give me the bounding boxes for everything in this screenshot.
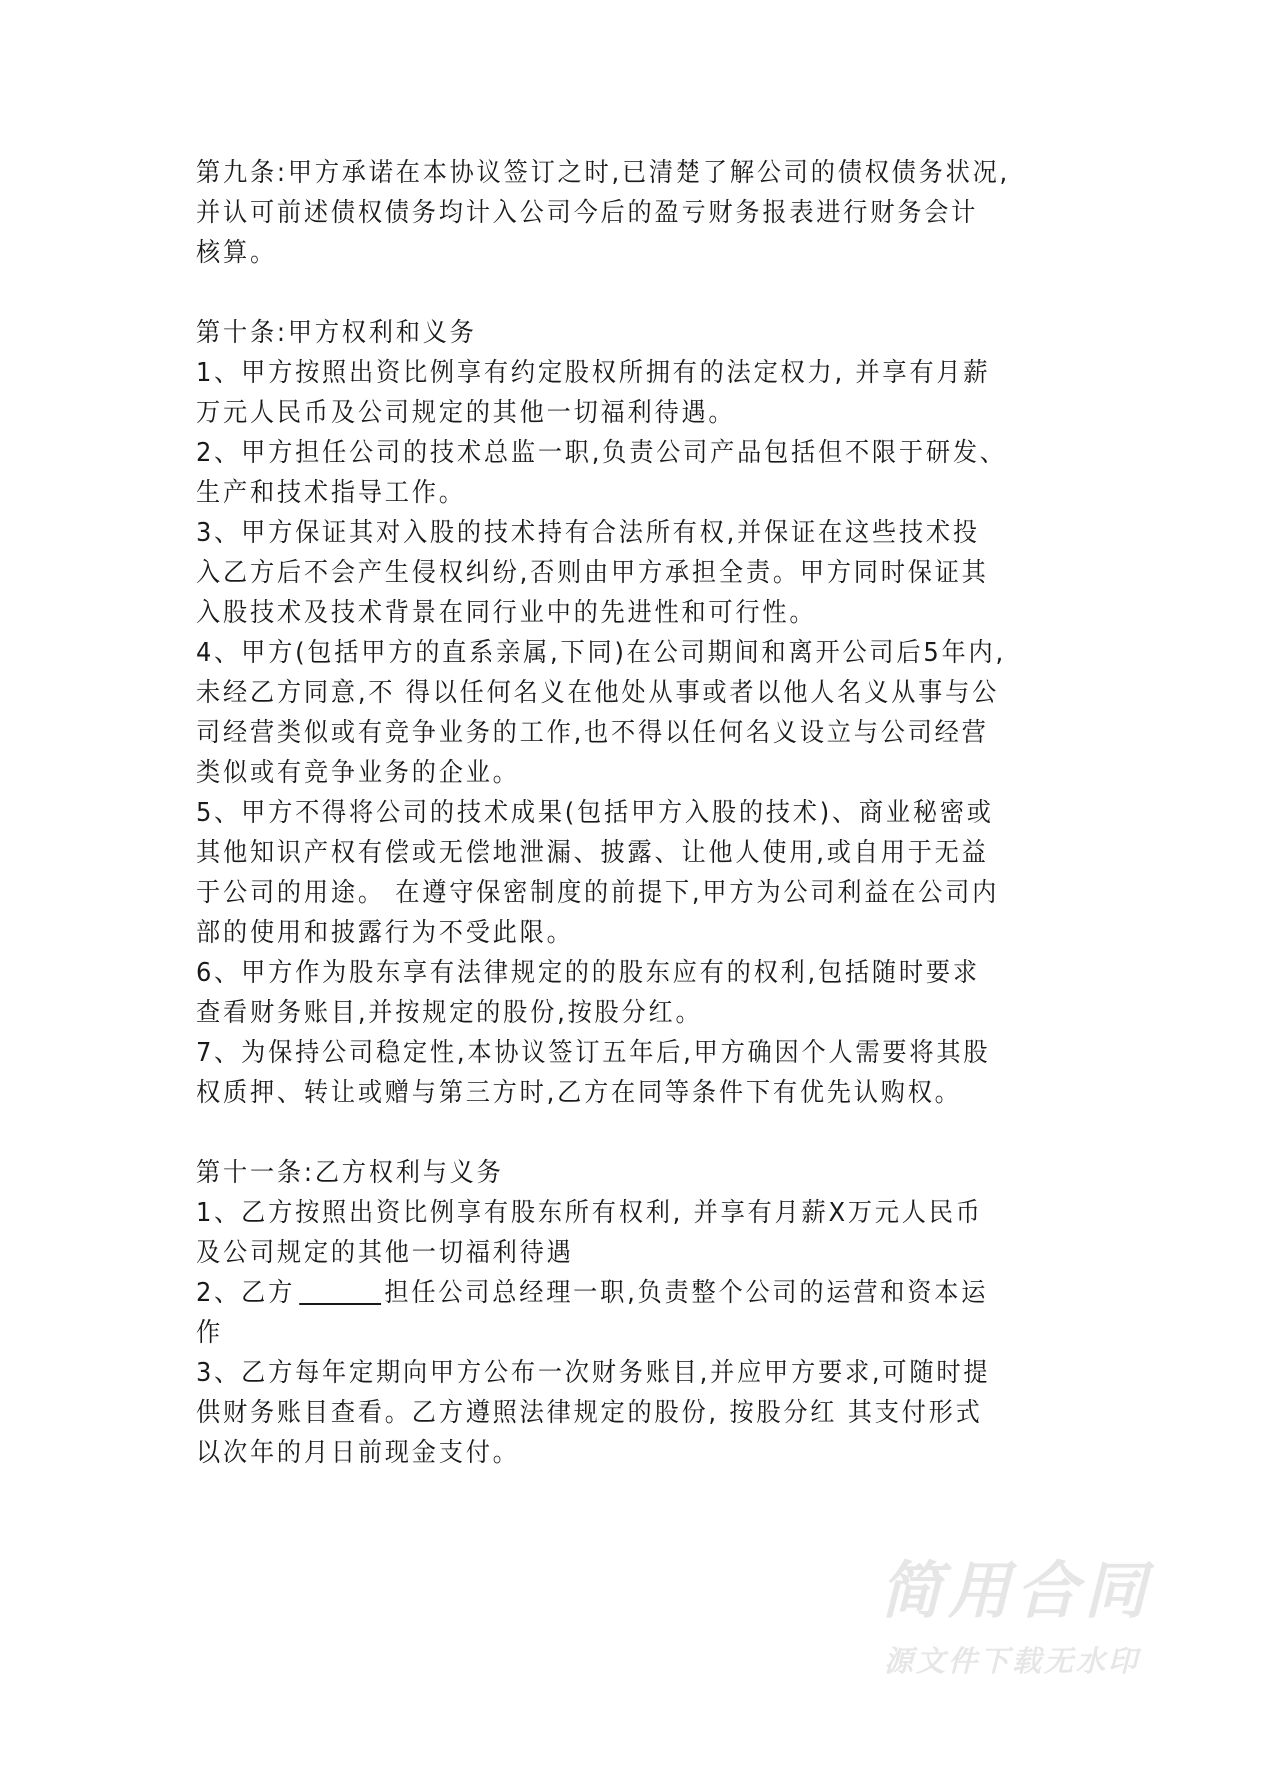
paragraph-gap [196, 1113, 1126, 1153]
watermark-tagline: 源文件下载无水印 [884, 1644, 1141, 1678]
article-10-line: 2、甲方担任公司的技术总监一职,负责公司产品包括但不限于研发、 [196, 438, 1007, 468]
article-11-line: 供财务账目查看。乙方遵照法律规定的股份, 按股分红 其支付形式 [196, 1398, 983, 1428]
article-11-line: 1、乙方按照出资比例享有股东所有权利, 并享有月薪X万元人民币 [196, 1198, 983, 1228]
article-11-line: 作 [196, 1318, 223, 1348]
article-11-line: 以次年的月日前现金支付。 [196, 1438, 520, 1468]
document-body [196, 153, 1126, 1473]
article-11-line: 及公司规定的其他一切福利待遇 [196, 1238, 574, 1268]
article-10 [196, 313, 1126, 1113]
article-10-line: 1、甲方按照出资比例享有约定股权所拥有的法定权力, 并享有月薪 [196, 358, 991, 388]
article-11-heading: 第十一条:乙方权利与义务 [196, 1158, 504, 1188]
article-10-line: 3、甲方保证其对入股的技术持有合法所有权,并保证在这些技术投 [196, 518, 980, 548]
article-11-line2-prefix: 2、乙方 [196, 1278, 296, 1308]
article-10-line: 部的使用和披露行为不受此限。 [196, 918, 574, 948]
article-10-line: 7、为保持公司稳定性,本协议签订五年后,甲方确因个人需要将其股 [196, 1038, 991, 1068]
article-9-line: 核算。 [196, 238, 277, 268]
article-10-line: 6、甲方作为股东享有法律规定的的股东应有的权利,包括随时要求 [196, 958, 980, 988]
article-10-line: 其他知识产权有偿或无偿地泄漏、披露、让他人使用,或自用于无益 [196, 838, 989, 868]
article-11-line2-suffix: 担任公司总经理一职,负责整个公司的运营和资本运 [384, 1278, 989, 1308]
fill-in-blank [299, 1277, 381, 1305]
article-10-line: 权质押、转让或赠与第三方时,乙方在同等条件下有优先认购权。 [196, 1078, 962, 1108]
article-10-line: 类似或有竞争业务的企业。 [196, 758, 520, 788]
article-10-line: 入股技术及技术背景在同行业中的先进性和可行性。 [196, 598, 817, 628]
article-11-line: 3、乙方每年定期向甲方公布一次财务账目,并应甲方要求,可随时提 [196, 1358, 991, 1388]
article-10-line: 4、甲方(包括甲方的直系亲属,下同)在公司期间和离开公司后5年内, [196, 638, 1006, 668]
article-10-line: 于公司的用途。 在遵守保密制度的前提下,甲方为公司利益在公司内 [196, 878, 1000, 908]
article-11-line-with-blank [196, 1273, 1061, 1313]
article-10-line: 5、甲方不得将公司的技术成果(包括甲方入股的技术)、商业秘密或 [196, 798, 994, 828]
article-10-line: 司经营类似或有竞争业务的工作,也不得以任何名义设立与公司经营 [196, 718, 989, 748]
article-10-line: 未经乙方同意,不 得以任何名义在他处从事或者以他人名义从事与公 [196, 678, 1000, 708]
article-10-line: 生产和技术指导工作。 [196, 478, 466, 508]
paragraph-gap [196, 273, 1126, 313]
article-10-line: 查看财务账目,并按规定的股份,按股分红。 [196, 998, 703, 1028]
article-11 [196, 1153, 1126, 1473]
article-10-heading: 第十条:甲方权利和义务 [196, 318, 477, 348]
watermark [880, 1555, 1180, 1681]
article-10-line: 万元人民币及公司规定的其他一切福利待遇。 [196, 398, 736, 428]
article-10-line: 入乙方后不会产生侵权纠纷,否则由甲方承担全责。甲方同时保证其 [196, 558, 989, 588]
article-9 [196, 153, 1126, 273]
watermark-brand: 简用合同 [880, 1554, 1153, 1627]
article-9-line: 第九条:甲方承诺在本协议签订之时,已清楚了解公司的债权债务状况, [196, 158, 1011, 188]
article-9-line: 并认可前述债权债务均计入公司今后的盈亏财务报表进行财务会计 [196, 198, 979, 228]
